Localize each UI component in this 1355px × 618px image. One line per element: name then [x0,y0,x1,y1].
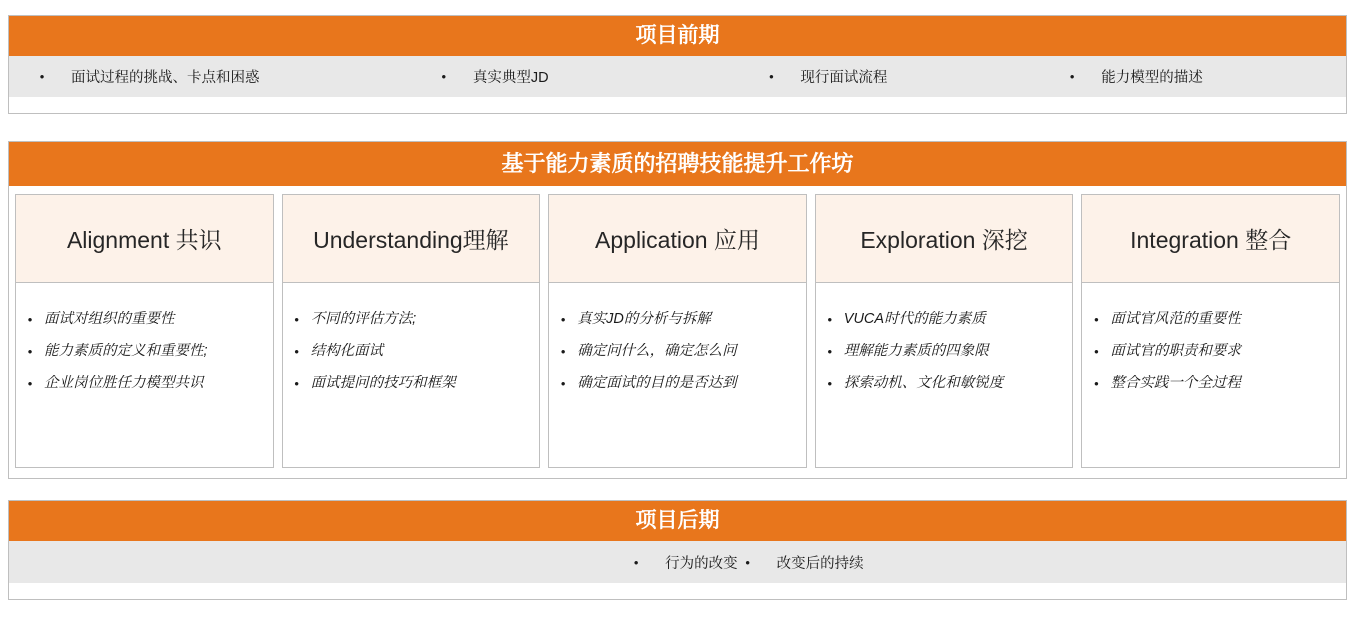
section-workshop [8,141,1347,479]
list-item [22,343,267,360]
card-title: Understanding理解 [313,227,509,253]
bullet-icon: • [633,554,639,570]
bullet-icon: • [560,312,566,327]
list-item-label: 面试提问的技巧和框架 [310,375,456,391]
workshop-card-application [548,194,807,468]
bullet-icon: • [27,376,33,391]
section-pre-bullet-strip [9,56,1346,97]
bullet-icon: • [1069,69,1075,84]
list-item-label: 确定问什么，确定怎么问 [577,343,737,359]
list-item [555,311,800,328]
bullet-icon: • [441,69,447,84]
list-item [822,343,1067,360]
list-item [1088,343,1333,360]
bullet-icon: • [1094,376,1099,391]
card-title: Alignment 共识 [66,227,222,253]
list-item-label: 真实典型JD [472,70,549,86]
card-header [1082,195,1339,283]
section-project-post-phase [8,500,1347,600]
card-body [16,283,273,467]
list-item-label: 能力模型的描述 [1101,70,1203,86]
list-item-label: 企业岗位胜任力模型共识 [44,375,204,391]
list-item [289,375,534,392]
list-item [22,311,267,328]
bullet-icon: • [827,312,833,327]
bullet-icon: • [745,554,750,570]
list-item-label: 面试过程的挑战、卡点和困惑 [71,70,260,86]
bullet-icon: • [769,69,774,84]
list-item [738,552,1346,573]
card-header [16,195,273,283]
bullet-icon: • [560,376,566,391]
list-item-label: 面试官的职责和要求 [1110,343,1241,359]
bullet-icon: • [39,69,45,84]
list-item [289,343,534,360]
list-item [9,552,738,573]
list-item-label: 现行面试流程 [800,70,888,86]
section-post-bullet-strip [9,541,1346,583]
list-item-label: 确定面试的目的是否达到 [577,375,737,391]
list-item-label: 面试官风范的重要性 [1110,311,1241,327]
list-item [437,66,765,87]
bullet-icon: • [294,376,299,391]
workshop-card-understanding [282,194,541,468]
list-item [1088,311,1333,328]
list-item [22,375,267,392]
list-item [289,311,534,328]
list-item [822,311,1067,328]
list-item-label: 改变后的持续 [776,555,864,572]
card-body [283,283,540,467]
section-project-pre-phase [8,15,1347,114]
bullet-icon: • [1094,344,1099,359]
list-item-label: 整合实践一个全过程 [1110,375,1241,391]
bullet-icon: • [827,376,833,391]
list-item [555,375,800,392]
bullet-icon: • [27,344,33,359]
list-item [1065,66,1346,87]
card-title: Application 应用 [595,227,760,253]
list-item [764,66,1065,87]
list-item-label: 能力素质的定义和重要性; [44,343,208,359]
card-title: Integration 整合 [1130,227,1292,253]
workshop-card-exploration [815,194,1074,468]
workshop-card-alignment [15,194,274,468]
workshop-card-integration [1081,194,1340,468]
card-header [283,195,540,283]
section-workshop-title: 基于能力素质的招聘技能提升工作坊 [9,142,1346,186]
workshop-card-row [9,186,1346,478]
bullet-icon: • [294,312,299,327]
list-item-label: 不同的评估方法; [310,311,417,327]
card-header [549,195,806,283]
list-item [1088,375,1333,392]
bullet-icon: • [294,344,299,359]
list-item [9,66,437,87]
card-body [549,283,806,467]
list-item-label: 结构化面试 [310,343,384,359]
list-item-label: 真实JD的分析与拆解 [577,311,711,327]
section-post-title: 项目后期 [9,501,1346,541]
bullet-icon: • [560,344,566,359]
card-title: Exploration 深挖 [860,227,1028,253]
bullet-icon: • [1094,312,1099,327]
list-item-label: 探索动机、文化和敏锐度 [843,375,1004,391]
card-body [1082,283,1339,467]
list-item-label: VUCA时代的能力素质 [843,311,986,327]
section-pre-title: 项目前期 [9,16,1346,56]
card-body [816,283,1073,467]
card-header [816,195,1073,283]
list-item-label: 面试对组织的重要性 [44,311,175,327]
bullet-icon: • [827,344,833,359]
list-item [555,343,800,360]
list-item [822,375,1067,392]
list-item-label: 行为的改变 [665,555,738,572]
list-item-label: 理解能力素质的四象限 [843,343,989,359]
bullet-icon: • [27,312,33,327]
